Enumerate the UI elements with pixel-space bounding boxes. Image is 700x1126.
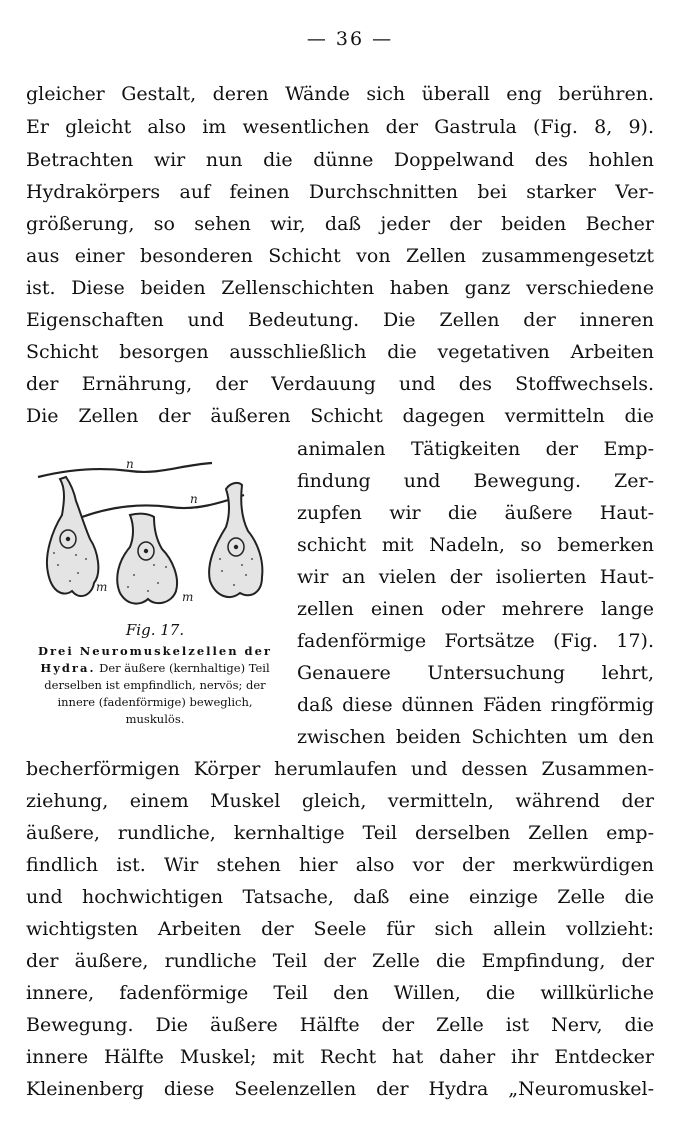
narrow-line-1: animalen Tätigkeiten der Emp- — [297, 438, 654, 460]
narrow-line-10: zwischen beiden Schichten um den — [297, 726, 654, 748]
text-line-after-8: innere, fadenförmige Teil den Willen, die willkürliche — [26, 982, 654, 1004]
text-line-after-1: becherförmigen Körper herumlaufen und dessen Zusammen- — [26, 758, 654, 780]
narrow-line-5: wir an vielen der isolierten Haut- — [297, 566, 654, 588]
narrow-line-8: Genauere Untersuchung lehrt, — [297, 662, 654, 684]
text-line-after-9: Bewegung. Die äußere Hälfte der Zelle ist Nerv, die — [26, 1014, 654, 1036]
text-line-10: der Ernährung, der Verdauung und des Stoffwechsels. — [26, 373, 654, 395]
text-line-9: Schicht besorgen ausschließlich die vegetativen Arbeiten — [26, 341, 654, 363]
figure-letter-n-1: n — [126, 457, 134, 471]
narrow-line-4: schicht mit Nadeln, so bemerken — [297, 534, 654, 556]
neuromuscle-cells-illustration — [30, 455, 280, 620]
figure-caption-text: Der äußere (kernhaltige) Teil derselben ist empfindlich, nervös; der innere (fadenförmige) beweglich, muskulös. — [44, 661, 270, 726]
text-line-after-5: und hochwichtigen Tatsache, daß eine einzige Zelle die — [26, 886, 654, 908]
text-line-after-6: wichtigsten Arbeiten der Seele für sich allein vollzieht: — [26, 918, 654, 940]
text-line-after-11: Kleinenberg diese Seelenzellen der Hydra „Neuromuskel- — [26, 1078, 654, 1100]
narrow-line-6: zellen einen oder mehrere lange — [297, 598, 654, 620]
narrow-line-9: daß diese dünnen Fäden ringförmig — [297, 694, 654, 716]
figure-letter-n-2: n — [190, 492, 198, 506]
narrow-line-3: zupfen wir die äußere Haut- — [297, 502, 654, 524]
text-line-2: Er gleicht also im wesentlichen der Gastrula (Fig. 8, 9). — [26, 116, 654, 138]
text-line-6: aus einer besonderen Schicht von Zellen zusammengesetzt — [26, 245, 654, 267]
text-line-8: Eigenschaften und Bedeutung. Die Zellen der inneren — [26, 309, 654, 331]
text-line-4: Hydrakörpers auf feinen Durchschnitten bei starker Ver- — [26, 181, 654, 203]
text-line-after-7: der äußere, rundliche Teil der Zelle die Empfindung, der — [26, 950, 654, 972]
text-line-5: größerung, so sehen wir, daß jeder der beiden Becher — [26, 213, 654, 235]
text-line-after-4: findlich ist. Wir stehen hier also vor der merkwürdigen — [26, 854, 654, 876]
figure-letter-m-1: m — [96, 580, 108, 594]
text-line-after-10: innere Hälfte Muskel; mit Recht hat daher ihr Entdecker — [26, 1046, 654, 1068]
page-number: — 36 — — [306, 28, 394, 50]
figure-17 — [30, 455, 280, 735]
text-line-after-3: äußere, rundliche, kernhaltige Teil derselben Zellen emp- — [26, 822, 654, 844]
text-line-11: Die Zellen der äußeren Schicht dagegen vermitteln die — [26, 405, 654, 427]
text-line-after-2: ziehung, einem Muskel gleich, vermitteln, während der — [26, 790, 654, 812]
narrow-line-2: findung und Bewegung. Zer- — [297, 470, 654, 492]
figure-letter-m-2: m — [182, 590, 194, 604]
figure-label: Fig. 17. — [125, 621, 185, 639]
figure-caption — [30, 643, 280, 728]
text-line-7: ist. Diese beiden Zellenschichten haben ganz verschiedene — [26, 277, 654, 299]
text-line-3: Betrachten wir nun die dünne Doppelwand des hohlen — [26, 149, 654, 171]
narrow-line-7: fadenförmige Fortsätze (Fig. 17). — [297, 630, 654, 652]
text-line-1: gleicher Gestalt, deren Wände sich überall eng berühren. — [26, 83, 654, 105]
figure-caption-title: Drei Neuromuskelzellen der Hydra. — [38, 644, 272, 675]
